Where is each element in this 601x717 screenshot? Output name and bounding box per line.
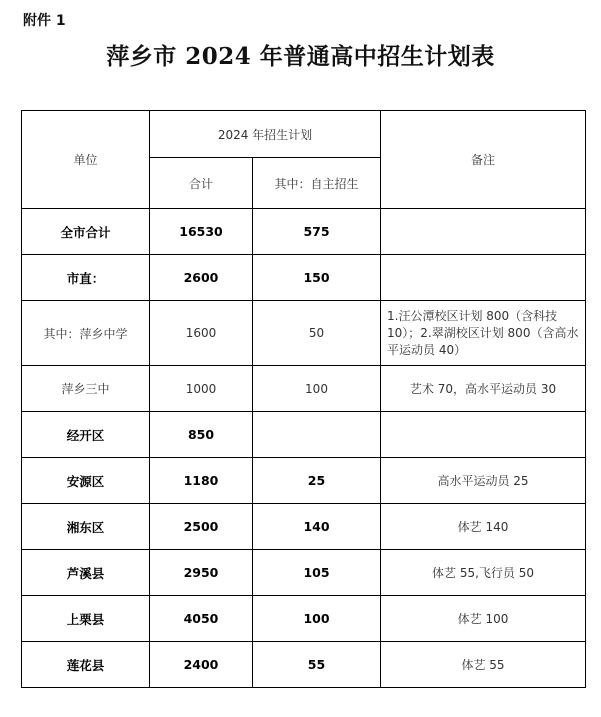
cell-independent — [253, 412, 381, 458]
cell-total: 1180 — [150, 458, 253, 504]
cell-independent: 150 — [253, 255, 381, 301]
table-header-row — [22, 111, 586, 158]
cell-total: 2950 — [150, 550, 253, 596]
cell-independent: 140 — [253, 504, 381, 550]
cell-independent: 100 — [253, 596, 381, 642]
table-row — [22, 255, 586, 301]
cell-remarks: 体艺 140 — [381, 504, 586, 550]
cell-remarks: 体艺 100 — [381, 596, 586, 642]
document-title: 萍乡市 2024 年普通高中招生计划表 — [106, 43, 495, 70]
cell-total: 4050 — [150, 596, 253, 642]
cell-unit: 湘东区 — [22, 504, 150, 550]
cell-independent: 55 — [253, 642, 381, 688]
cell-unit: 芦溪县 — [22, 550, 150, 596]
cell-total: 2500 — [150, 504, 253, 550]
cell-remarks: 体艺 55,飞行员 50 — [381, 550, 586, 596]
attachment-label: 附件 1 — [23, 13, 66, 29]
table-row — [22, 596, 586, 642]
table-row — [22, 458, 586, 504]
table-row — [22, 301, 586, 366]
cell-unit: 莲花县 — [22, 642, 150, 688]
cell-unit: 安源区 — [22, 458, 150, 504]
cell-unit: 经开区 — [22, 412, 150, 458]
cell-unit: 市直： — [22, 255, 150, 301]
cell-independent: 105 — [253, 550, 381, 596]
cell-total: 2600 — [150, 255, 253, 301]
header-unit: 单位 — [22, 111, 150, 209]
cell-total: 16530 — [150, 209, 253, 255]
cell-total: 1600 — [150, 301, 253, 366]
cell-unit: 其中：萍乡中学 — [22, 301, 150, 366]
cell-remarks — [381, 209, 586, 255]
cell-unit: 上栗县 — [22, 596, 150, 642]
table-row — [22, 209, 586, 255]
cell-remarks: 艺术 70，高水平运动员 30 — [381, 366, 586, 412]
cell-remarks: 1.汪公潭校区计划 800（含科技 10）；2.翠湖校区计划 800（含高水平运动员 40） — [381, 301, 586, 366]
table-row — [22, 412, 586, 458]
cell-remarks — [381, 255, 586, 301]
cell-independent: 575 — [253, 209, 381, 255]
cell-remarks — [381, 412, 586, 458]
cell-total: 2400 — [150, 642, 253, 688]
header-plan-group: 2024 年招生计划 — [150, 111, 381, 158]
table-row — [22, 642, 586, 688]
cell-total: 1000 — [150, 366, 253, 412]
cell-independent: 100 — [253, 366, 381, 412]
cell-total: 850 — [150, 412, 253, 458]
table-row — [22, 550, 586, 596]
enrollment-plan-table — [21, 110, 586, 688]
cell-remarks: 高水平运动员 25 — [381, 458, 586, 504]
cell-unit: 萍乡三中 — [22, 366, 150, 412]
header-remarks: 备注 — [381, 111, 586, 209]
table-row — [22, 366, 586, 412]
cell-remarks: 体艺 55 — [381, 642, 586, 688]
header-total: 合计 — [150, 158, 253, 209]
cell-unit: 全市合计 — [22, 209, 150, 255]
cell-independent: 25 — [253, 458, 381, 504]
table-row — [22, 504, 586, 550]
cell-independent: 50 — [253, 301, 381, 366]
header-independent: 其中：自主招生 — [253, 158, 381, 209]
